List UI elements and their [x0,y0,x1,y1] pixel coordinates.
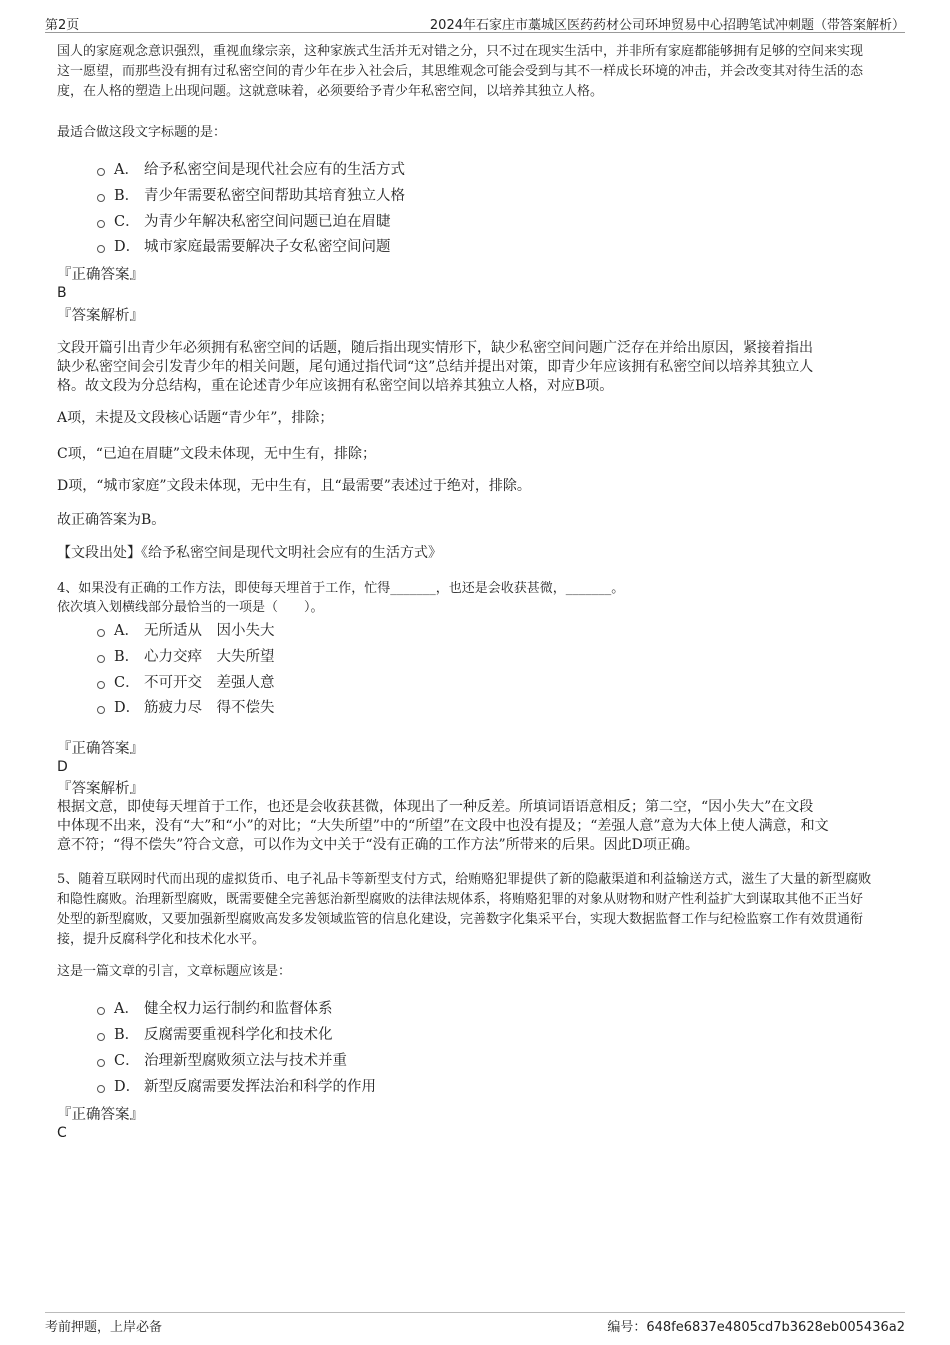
q3-option-d[interactable] [97,237,391,257]
q3-analysis [57,339,892,396]
radio-icon[interactable] [97,168,105,176]
q4-prompt: 依次填入划横线部分最恰当的一项是（ ）。 [57,600,324,615]
radio-icon[interactable] [97,1059,105,1067]
analysis-line: 格。故文段为分总结构，重在论述青少年应该拥有私密空间以培养其独立人格，对应B项。 [57,378,614,394]
radio-icon[interactable] [97,706,105,714]
radio-icon[interactable] [97,194,105,202]
option-text: 青少年需要私密空间帮助其培育独立人格 [144,188,405,204]
q3-passage-line: 度，在人格的塑造上出现问题。这就意味着，必须要给予青少年私密空间，以培养其独立人格。 [57,84,604,99]
q5-stem-line: 和隐性腐败。治理新型腐败，既需要健全完善惩治新型腐败的法律法规体系，将贿赂犯罪的对象从财物和财产性利益扩大到谋取其他不正当好 [57,892,864,907]
q5-option-d[interactable] [97,1077,376,1097]
analysis-line: 根据文意，即使每天埋首于工作，也还是会收获甚微，体现出了一种反差。所填词语语意相反；第二空，“因小失大”在文段 [57,799,814,815]
radio-icon[interactable] [97,245,105,253]
q4-option-a[interactable] [97,621,275,641]
q5-stem-line: 5、随着互联网时代而出现的虚拟货币、电子礼品卡等新型支付方式，给贿赂犯罪提供了新的隐蔽渠道和利益输送方式，滋生了大量的新型腐败 [57,872,872,887]
option-key: B． [114,649,140,665]
option-text: 城市家庭最需要解决子女私密空间问题 [144,239,391,255]
page-header [45,10,905,33]
option-key: C． [114,675,140,691]
footer-slogan: 考前押题，上岸必备 [45,1320,163,1335]
q5-stem-line: 接，提升反腐科学化和技术化水平。 [57,932,266,947]
q4-answer-label: 『正确答案』 [57,741,144,757]
option-text: 心力交瘁 大失所望 [144,649,275,665]
q5-answer: C [57,1125,67,1141]
option-text: 不可开交 差强人意 [144,675,275,691]
q3-source: 【文段出处】《给予私密空间是现代文明社会应有的生活方式》 [57,545,442,561]
q3-answer-label: 『正确答案』 [57,267,144,283]
q3-answer: B [57,285,67,301]
q3-analysis-a: A项，未提及文段核心话题“青少年”，排除； [57,410,334,426]
document-title: 2024年石家庄市藁城区医药药材公司环坤贸易中心招聘笔试冲刺题（带答案解析） [429,18,905,33]
radio-icon[interactable] [97,1085,105,1093]
q4-analysis-label: 『答案解析』 [57,781,144,797]
analysis-line: 缺少私密空间会引发青少年的相关问题，尾句通过指代词“这”总结并提出对策，即青少年应该拥有私密空间以培养其独立人 [57,359,814,375]
q3-conclusion: 故正确答案为B。 [57,512,166,528]
q3-option-c[interactable] [97,212,391,232]
option-text: 健全权力运行制约和监督体系 [144,1001,333,1017]
cut-off-text-line [57,34,909,40]
q4-answer: D [57,759,68,775]
q5-answer-label: 『正确答案』 [57,1107,144,1123]
q3-passage-line: 这一愿望，而那些没有拥有过私密空间的青少年在步入社会后，其思维观念可能会受到与其不一样成长环境的冲击，并会改变其对待生活的态 [57,64,864,79]
q4-option-b[interactable] [97,647,275,667]
q3-analysis-label: 『答案解析』 [57,308,144,324]
q4-option-d[interactable] [97,698,275,718]
q5-option-a[interactable] [97,999,333,1019]
q3-option-a[interactable] [97,160,405,180]
q3-passage [57,42,909,102]
option-key: A． [114,1001,139,1017]
option-key: D． [114,1079,141,1095]
option-key: A． [114,623,139,639]
document-code: 编号：648fe6837e4805cd7b3628eb005436a2 [607,1320,905,1335]
q5-stem [57,870,909,950]
radio-icon[interactable] [97,220,105,228]
radio-icon[interactable] [97,655,105,663]
option-text: 新型反腐需要发挥法治和科学的作用 [144,1079,376,1095]
option-key: B． [114,1027,140,1043]
analysis-line: 中体现不出来，没有“大”和“小”的对比；“大失所望”中的“所望”在文段中也没有提及；“差强人意”意为大体上使人满意，和文 [57,818,829,834]
q5-option-c[interactable] [97,1051,347,1071]
option-key: D． [114,239,141,255]
q4-stem: 4、如果没有正确的工作方法，即使每天埋首于工作，忙得_______，也还是会收获甚微，_______。 [57,581,625,596]
option-text: 反腐需要重视科学化和技术化 [144,1027,333,1043]
q3-analysis-d: D项，“城市家庭”文段未体现，无中生有，且“最需要”表述过于绝对，排除。 [57,478,531,494]
option-key: D． [114,700,141,716]
radio-icon[interactable] [97,629,105,637]
page-footer [45,1312,905,1336]
analysis-line: 意不符；“得不偿失”符合文意，可以作为文中关于“没有正确的工作方法”所带来的后果。因此D项正确。 [57,837,699,853]
q5-prompt: 这是一篇文章的引言，文章标题应该是： [57,964,292,979]
option-key: A． [114,162,139,178]
analysis-line: 文段开篇引出青少年必须拥有私密空间的话题，随后指出现实情形下，缺少私密空间问题广泛存在并给出原因，紧接着指出 [57,340,813,356]
radio-icon[interactable] [97,1007,105,1015]
radio-icon[interactable] [97,1033,105,1041]
option-key: C． [114,1053,140,1069]
q5-stem-line: 处型的新型腐败，又要加强新型腐败高发多发领域监管的信息化建设，完善数字化集采平台，实现大数据监督工作与纪检监察工作有效贯通衔 [57,912,864,927]
page-number: 第2页 [45,18,80,33]
option-text: 为青少年解决私密空间问题已迫在眉睫 [144,214,391,230]
q3-analysis-c: C项，“已迫在眉睫”文段未体现，无中生有，排除； [57,446,377,462]
radio-icon[interactable] [97,681,105,689]
option-text: 给予私密空间是现代社会应有的生活方式 [144,162,405,178]
option-text: 筋疲力尽 得不偿失 [144,700,275,716]
q5-option-b[interactable] [97,1025,333,1045]
option-text: 无所适从 因小失大 [144,623,275,639]
option-key: C． [114,214,140,230]
q4-analysis [57,798,892,855]
q3-prompt: 最适合做这段文字标题的是： [57,125,227,140]
q3-passage-line: 国人的家庭观念意识强烈，重视血缘宗亲，这种家族式生活并无对错之分，只不过在现实生活中，并非所有家庭都能够拥有足够的空间来实现 [57,44,864,59]
option-text: 治理新型腐败须立法与技术并重 [144,1053,347,1069]
q4-option-c[interactable] [97,673,275,693]
q3-option-b[interactable] [97,186,405,206]
option-key: B． [114,188,140,204]
